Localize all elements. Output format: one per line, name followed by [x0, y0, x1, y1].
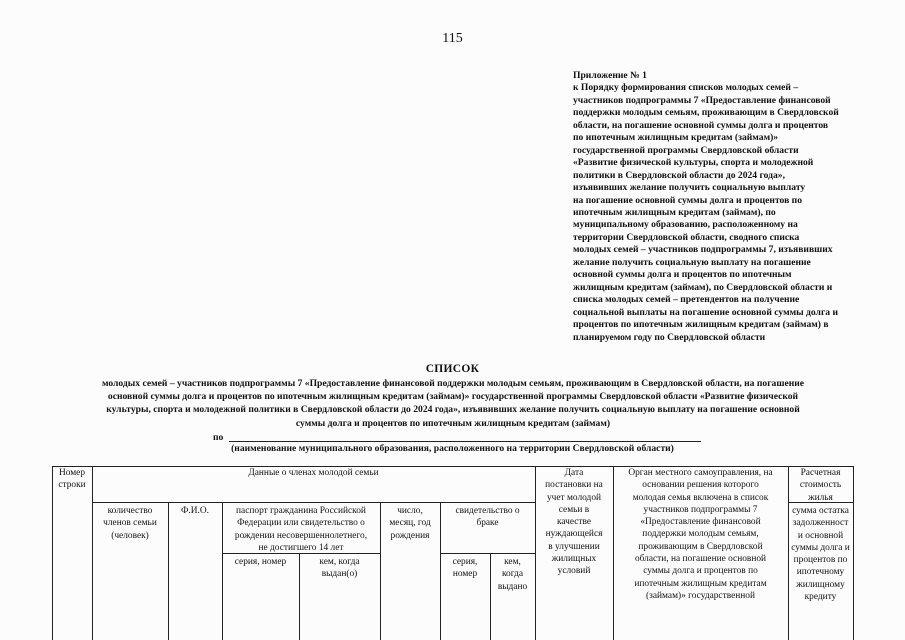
header-text-line: процентов по — [793, 555, 848, 566]
appendix-line: Приложение № 1 — [573, 70, 647, 81]
header-text-line: жилищному — [796, 579, 845, 590]
header-text-line: (займам)» государственной — [646, 590, 755, 601]
header-passport — [222, 505, 380, 554]
header-text-line: участников подпрограммы 7 — [643, 504, 758, 515]
header-passport-series: серия, номер — [234, 557, 287, 567]
table-right-border — [853, 466, 854, 640]
header-text-line: задолженност — [792, 518, 849, 529]
header-text-line: ипотечному — [796, 567, 845, 578]
header-text-line: и основной — [797, 530, 844, 541]
header-marriage-issued — [490, 556, 535, 593]
appendix-line: ипотечным жилищным кредитам (займам), по — [573, 206, 776, 218]
header-text-line: жилищных — [551, 554, 597, 565]
header-estimated-cost — [788, 467, 853, 504]
header-text-line: суммы долга и процентов по — [643, 566, 758, 577]
marriage-split-border — [440, 553, 535, 554]
header-text-line: свидетельство о — [455, 506, 520, 516]
subtitle-line: основной суммы долга и процентов по ипотечным жилищным кредитам (займам)» государственной программы Свердловской области «Развитие физической — [107, 391, 799, 403]
page-number: 115 — [442, 31, 463, 46]
appendix-line: изъявивших желание получить социальную выплату — [573, 182, 806, 194]
appendix-line: территории Свердловской области, сводного списка — [573, 231, 800, 243]
header-text-line: основании решения которого — [642, 480, 759, 491]
header-text-line: проживающим в Свердловской — [638, 541, 763, 552]
header-member-count — [92, 505, 168, 542]
header-text-line: выдан(о) — [321, 569, 358, 580]
header-text-line: Федерации или свидетельство о — [237, 518, 365, 529]
appendix-line: участников подпрограммы 7 «Предоставление финансовой — [573, 94, 831, 106]
po-label: по — [213, 432, 224, 443]
subtitle-line: культуры, спорта и молодежной политики в Свердловской области до 2024 года», изъявивших желание получить социальную выплату на погашение основной — [106, 404, 800, 416]
appendix-line: социальной выплаты на погашение основной суммы долга и — [573, 306, 839, 318]
col-divider — [92, 466, 93, 640]
header-authority — [613, 467, 788, 602]
header-text-line: количество — [107, 506, 153, 516]
header-text-line: семьи в — [558, 504, 590, 515]
appendix-line: молодых семей – участников подпрограммы 7, изъявивших — [573, 244, 833, 256]
appendix-line: списка молодых семей – претендентов на получение — [573, 294, 800, 306]
header-text-line: сумма остатка — [792, 506, 849, 516]
header-text-line: кем, когда — [319, 557, 360, 567]
header-row-number — [52, 467, 92, 492]
header-text-line: кем, — [504, 557, 521, 567]
header-text-line: качестве — [556, 517, 592, 528]
header-text-line: Орган местного самоуправления, на — [628, 468, 773, 478]
list-title: СПИСОК — [425, 363, 480, 375]
header-text-line: молодая семья включена в список — [632, 492, 769, 503]
header-marriage-cert — [440, 505, 535, 530]
header-text-line: стоимость — [799, 480, 842, 491]
col-divider — [168, 502, 169, 640]
appendix-line: по ипотечным жилищным кредитам (займам)» — [573, 132, 779, 144]
header-passport-issued — [299, 556, 380, 581]
header-text-line: поддержки молодым семьям, — [642, 529, 759, 540]
header-text-line: членов семьи — [103, 518, 157, 529]
header-text-line: условий — [557, 566, 591, 577]
appendix-line: желание получить социальную выплату на погашение — [573, 256, 811, 268]
header-text-line: рождении несовершеннолетнего, — [234, 530, 368, 541]
header-text-line: ипотечным жилищным кредитам — [634, 578, 767, 589]
header-text-line: кредиту — [804, 592, 837, 603]
appendix-line: государственной программы Свердловской области — [573, 144, 799, 156]
header-text-line: нуждающейся — [545, 529, 603, 540]
appendix-line: процентов по ипотечным жилищным кредитам (займам) в — [573, 319, 829, 331]
header-text-line: «Предоставление финансовой — [640, 517, 761, 528]
header-family-data: Данные о членах молодой семьи — [248, 468, 379, 478]
header-text-line: жилья — [808, 492, 833, 503]
header-text-line: учет молодой — [546, 492, 602, 503]
header-text-line: (человек) — [111, 530, 149, 541]
appendix-line: «Развитие физической культуры, спорта и молодежной — [573, 157, 814, 169]
appendix-line: муниципальному образованию, расположенному на — [573, 219, 798, 231]
table-left-border — [52, 466, 53, 640]
appendix-line: жилищным кредитам (займам), по Свердловской области и — [573, 281, 833, 293]
subtitle-line: суммы долга и процентов по ипотечным жилищным кредитам (займам) — [295, 417, 611, 429]
header-text-line: строки — [58, 480, 86, 491]
header-text-line: номер — [452, 569, 478, 580]
subtitle-line: молодых семей – участников подпрограммы 7 «Предоставление финансовой поддержки молодым семьям, проживающим в Свердловской области, на погашение — [101, 378, 805, 389]
header-text-line: выдано — [497, 581, 528, 592]
header-text-line: суммы долга и — [791, 542, 850, 553]
header-registration-date — [535, 467, 613, 578]
municipality-fill-line — [229, 441, 701, 442]
appendix-line: на погашение основной суммы долга и процентов по — [573, 194, 803, 206]
appendix-note — [573, 70, 863, 344]
header-marriage-series — [440, 556, 490, 581]
appendix-line: основной суммы долга и процентов по ипотечным — [573, 269, 792, 281]
appendix-line: поддержки молодым семьям, проживающим в Свердловской — [573, 107, 839, 119]
header-text-line: области, на погашение основной — [634, 554, 767, 565]
header-text-line: в улучшении — [548, 541, 600, 552]
header-text-line: Номер — [58, 468, 86, 478]
header-text-line: постановки на — [545, 480, 603, 491]
header-text-line: не достигшего 14 лет — [258, 542, 344, 553]
list-subtitle — [48, 377, 858, 430]
appendix-line: политики в Свердловской области до 2024 года», — [573, 169, 785, 181]
header-text-line: паспорт гражданина Российской — [236, 506, 366, 516]
table-subheader-border — [92, 502, 535, 503]
header-fio: Ф.И.О. — [181, 506, 209, 516]
appendix-line: области, на погашение основной суммы долга и процентов — [573, 119, 829, 131]
header-birth-date — [380, 505, 440, 542]
appendix-line: к Порядку формирования списков молодых семей – — [573, 82, 799, 94]
header-text-line: когда — [501, 569, 524, 580]
header-text-line: число, — [397, 506, 423, 516]
header-text-line: браке — [476, 518, 499, 529]
appendix-line: планируемом году по Свердловской области — [573, 331, 766, 343]
municipality-caption: (наименование муниципального образования, расположенного на территории Свердловской области) — [231, 443, 674, 454]
header-text-line: рождения — [390, 530, 430, 541]
header-cost-detail — [788, 505, 853, 603]
header-text-line: серия, — [452, 557, 478, 567]
header-text-line: Дата — [564, 468, 584, 478]
header-text-line: Расчетная — [800, 468, 841, 478]
header-text-line: месяц, год — [389, 518, 431, 529]
